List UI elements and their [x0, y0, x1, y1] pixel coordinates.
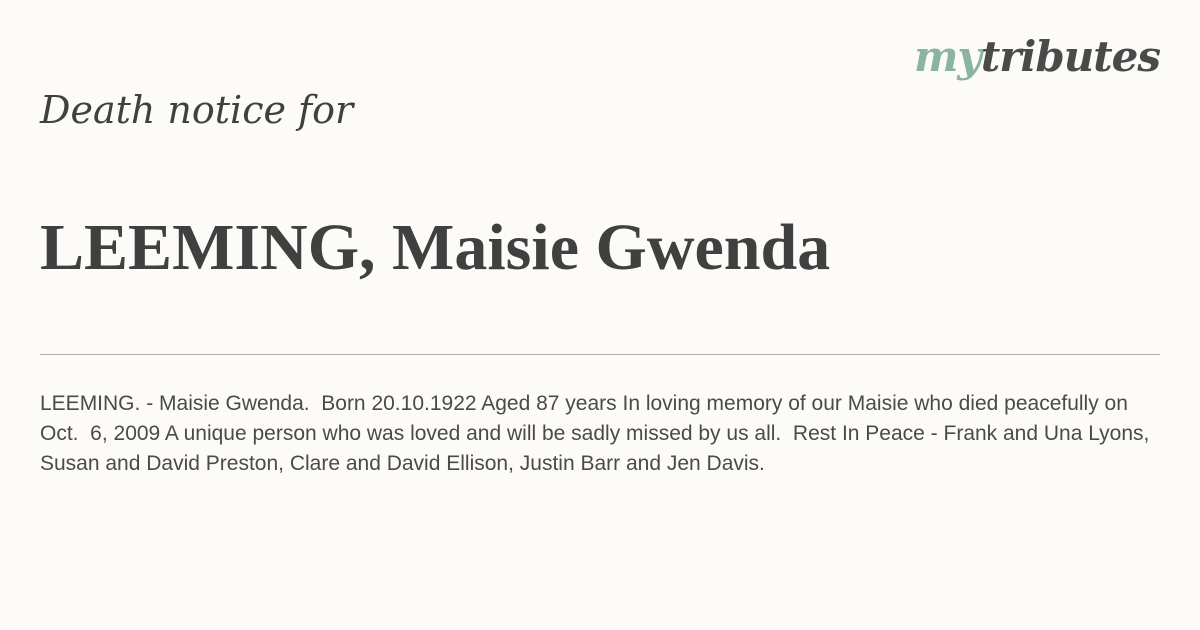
logo-tributes-text: tributes — [980, 32, 1160, 81]
divider — [40, 354, 1160, 355]
notice-body-text: LEEMING. - Maisie Gwenda. Born 20.10.1922 Aged 87 years In loving memory of our Maisie who died peacefully on Oct. 6, 2009 A unique person who was loved and will be sadly missed by us all. Rest In Peace - Frank and Una Lyons, Susan and David Preston, Clare and David Ellison, Justin Barr and Jen Davis. — [40, 392, 1156, 475]
notice-label: Death notice for — [40, 88, 354, 132]
logo-my-text: my — [913, 32, 981, 81]
mytributes-logo[interactable] — [913, 32, 1160, 81]
deceased-name: LEEMING, Maisie Gwenda — [40, 211, 831, 284]
